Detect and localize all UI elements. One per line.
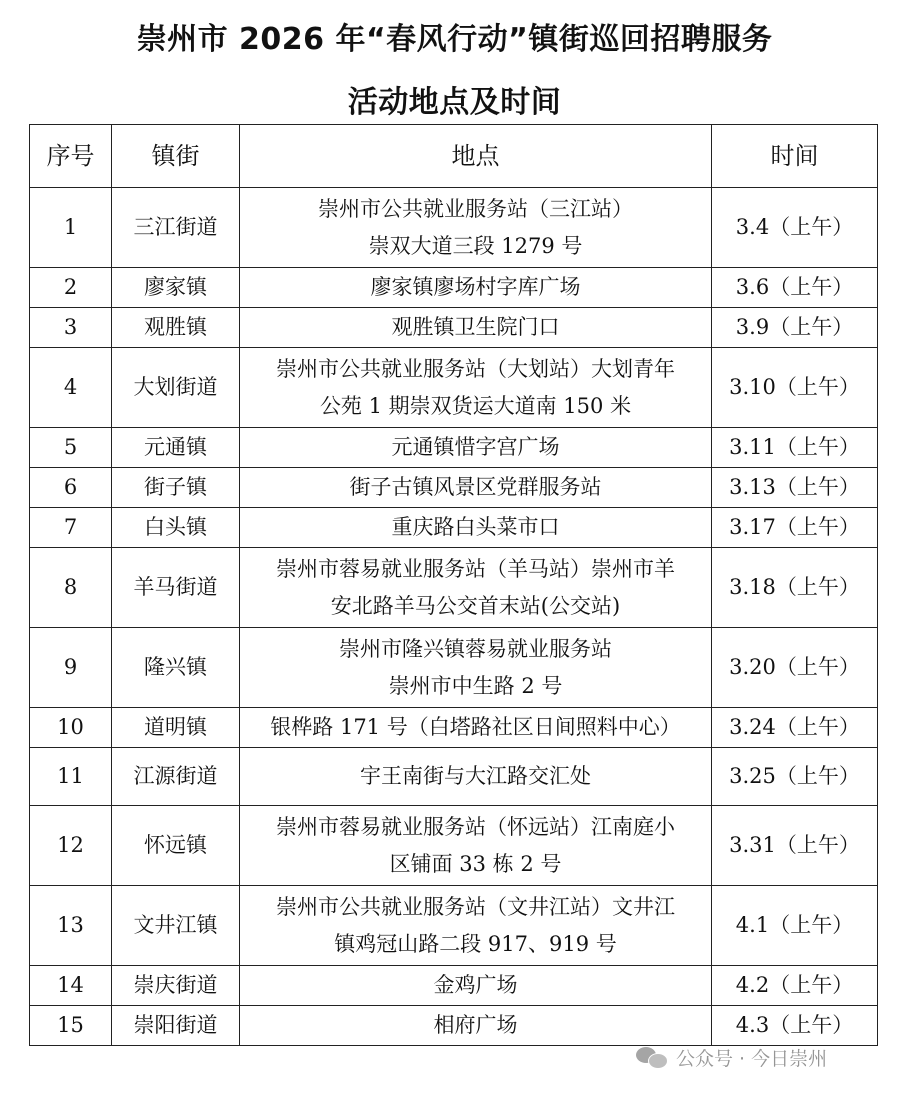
table-row bbox=[30, 268, 878, 308]
cell-town: 元通镇 bbox=[112, 428, 240, 468]
location-line: 公苑 1 期崇双货运大道南 150 米 bbox=[319, 393, 632, 418]
location-line: 重庆路白头菜市口 bbox=[391, 515, 560, 539]
cell-location bbox=[240, 548, 712, 628]
watermark-text: 公众号 · 今日崇州 bbox=[676, 1047, 828, 1070]
cell-no: 8 bbox=[30, 548, 112, 628]
location-line: 观胜镇卫生院门口 bbox=[391, 315, 560, 339]
cell-town: 三江街道 bbox=[112, 188, 240, 268]
location-line: 崇州市中生路 2 号 bbox=[388, 673, 563, 698]
location-line: 金鸡广场 bbox=[433, 973, 518, 997]
cell-town: 道明镇 bbox=[112, 708, 240, 748]
cell-location bbox=[240, 806, 712, 886]
cell-location bbox=[240, 886, 712, 966]
cell-no: 9 bbox=[30, 628, 112, 708]
cell-no: 4 bbox=[30, 348, 112, 428]
location-line: 宇王南街与大江路交汇处 bbox=[360, 764, 591, 788]
location-line: 相府广场 bbox=[433, 1013, 518, 1037]
cell-town: 文井江镇 bbox=[112, 886, 240, 966]
cell-time: 3.9（上午） bbox=[712, 308, 878, 348]
cell-time: 3.10（上午） bbox=[712, 348, 878, 428]
cell-town: 隆兴镇 bbox=[112, 628, 240, 708]
header-time: 时间 bbox=[712, 125, 878, 188]
table-row bbox=[30, 748, 878, 806]
cell-town: 观胜镇 bbox=[112, 308, 240, 348]
cell-location bbox=[240, 308, 712, 348]
watermark bbox=[636, 1040, 827, 1074]
table-row bbox=[30, 708, 878, 748]
location-line: 安北路羊马公交首末站(公交站) bbox=[330, 593, 621, 618]
header-town: 镇街 bbox=[112, 125, 240, 188]
table-body bbox=[30, 188, 878, 1046]
cell-time: 3.6（上午） bbox=[712, 268, 878, 308]
cell-location bbox=[240, 348, 712, 428]
cell-location bbox=[240, 188, 712, 268]
cell-no: 10 bbox=[30, 708, 112, 748]
location-line: 银桦路 171 号（白塔路社区日间照料中心） bbox=[270, 715, 681, 739]
cell-no: 5 bbox=[30, 428, 112, 468]
table-row bbox=[30, 806, 878, 886]
cell-no: 3 bbox=[30, 308, 112, 348]
cell-town: 街子镇 bbox=[112, 468, 240, 508]
cell-time: 3.31（上午） bbox=[712, 806, 878, 886]
cell-no: 7 bbox=[30, 508, 112, 548]
page-title-line1: 崇州市 2026 年“春风行动”镇街巡回招聘服务 bbox=[136, 22, 773, 57]
wechat-icon bbox=[636, 1045, 668, 1069]
location-line: 崇州市公共就业服务站（三江站） bbox=[318, 196, 633, 221]
cell-location bbox=[240, 628, 712, 708]
cell-no: 2 bbox=[30, 268, 112, 308]
location-line: 崇州市蓉易就业服务站（羊马站）崇州市羊 bbox=[276, 556, 675, 581]
table-row bbox=[30, 548, 878, 628]
page-title-line2: 活动地点及时间 bbox=[347, 85, 562, 120]
cell-time: 3.13（上午） bbox=[712, 468, 878, 508]
cell-time: 4.1（上午） bbox=[712, 886, 878, 966]
table-row bbox=[30, 428, 878, 468]
cell-no: 11 bbox=[30, 748, 112, 806]
cell-town: 怀远镇 bbox=[112, 806, 240, 886]
table-row bbox=[30, 468, 878, 508]
location-line: 街子古镇风景区党群服务站 bbox=[349, 475, 602, 499]
cell-location bbox=[240, 708, 712, 748]
schedule-table bbox=[29, 124, 878, 1046]
location-line: 崇双大道三段 1279 号 bbox=[368, 233, 583, 258]
cell-location bbox=[240, 508, 712, 548]
cell-time: 3.11（上午） bbox=[712, 428, 878, 468]
table-row bbox=[30, 966, 878, 1006]
location-line: 元通镇惜字宫广场 bbox=[391, 435, 560, 459]
cell-location bbox=[240, 748, 712, 806]
cell-time: 3.24（上午） bbox=[712, 708, 878, 748]
cell-time: 3.17（上午） bbox=[712, 508, 878, 548]
cell-time: 3.20（上午） bbox=[712, 628, 878, 708]
cell-time: 3.25（上午） bbox=[712, 748, 878, 806]
cell-no: 12 bbox=[30, 806, 112, 886]
cell-location bbox=[240, 468, 712, 508]
table-header-row bbox=[30, 125, 878, 188]
cell-time: 3.4（上午） bbox=[712, 188, 878, 268]
cell-no: 13 bbox=[30, 886, 112, 966]
location-line: 崇州市隆兴镇蓉易就业服务站 bbox=[339, 636, 612, 661]
location-line: 崇州市蓉易就业服务站（怀远站）江南庭小 bbox=[276, 814, 675, 839]
cell-no: 14 bbox=[30, 966, 112, 1006]
table-row bbox=[30, 188, 878, 268]
cell-location bbox=[240, 428, 712, 468]
cell-town: 羊马街道 bbox=[112, 548, 240, 628]
location-line: 镇鸡冠山路二段 917、919 号 bbox=[334, 931, 617, 956]
table-row bbox=[30, 886, 878, 966]
cell-no: 6 bbox=[30, 468, 112, 508]
table-row bbox=[30, 508, 878, 548]
table-row bbox=[30, 308, 878, 348]
cell-town: 廖家镇 bbox=[112, 268, 240, 308]
location-line: 廖家镇廖场村字库广场 bbox=[370, 275, 581, 299]
cell-time: 4.3（上午） bbox=[712, 1006, 878, 1046]
cell-town: 崇阳街道 bbox=[112, 1006, 240, 1046]
cell-town: 白头镇 bbox=[112, 508, 240, 548]
cell-town: 江源街道 bbox=[112, 748, 240, 806]
cell-time: 3.18（上午） bbox=[712, 548, 878, 628]
location-line: 崇州市公共就业服务站（大划站）大划青年 bbox=[276, 356, 675, 381]
location-line: 区铺面 33 栋 2 号 bbox=[389, 851, 562, 876]
cell-no: 15 bbox=[30, 1006, 112, 1046]
cell-location bbox=[240, 966, 712, 1006]
cell-town: 大划街道 bbox=[112, 348, 240, 428]
cell-no: 1 bbox=[30, 188, 112, 268]
table-row bbox=[30, 628, 878, 708]
header-location: 地点 bbox=[240, 125, 712, 188]
location-line: 崇州市公共就业服务站（文井江站）文井江 bbox=[276, 894, 675, 919]
cell-location bbox=[240, 268, 712, 308]
cell-town: 崇庆街道 bbox=[112, 966, 240, 1006]
table-row bbox=[30, 348, 878, 428]
header-no: 序号 bbox=[30, 125, 112, 188]
cell-time: 4.2（上午） bbox=[712, 966, 878, 1006]
